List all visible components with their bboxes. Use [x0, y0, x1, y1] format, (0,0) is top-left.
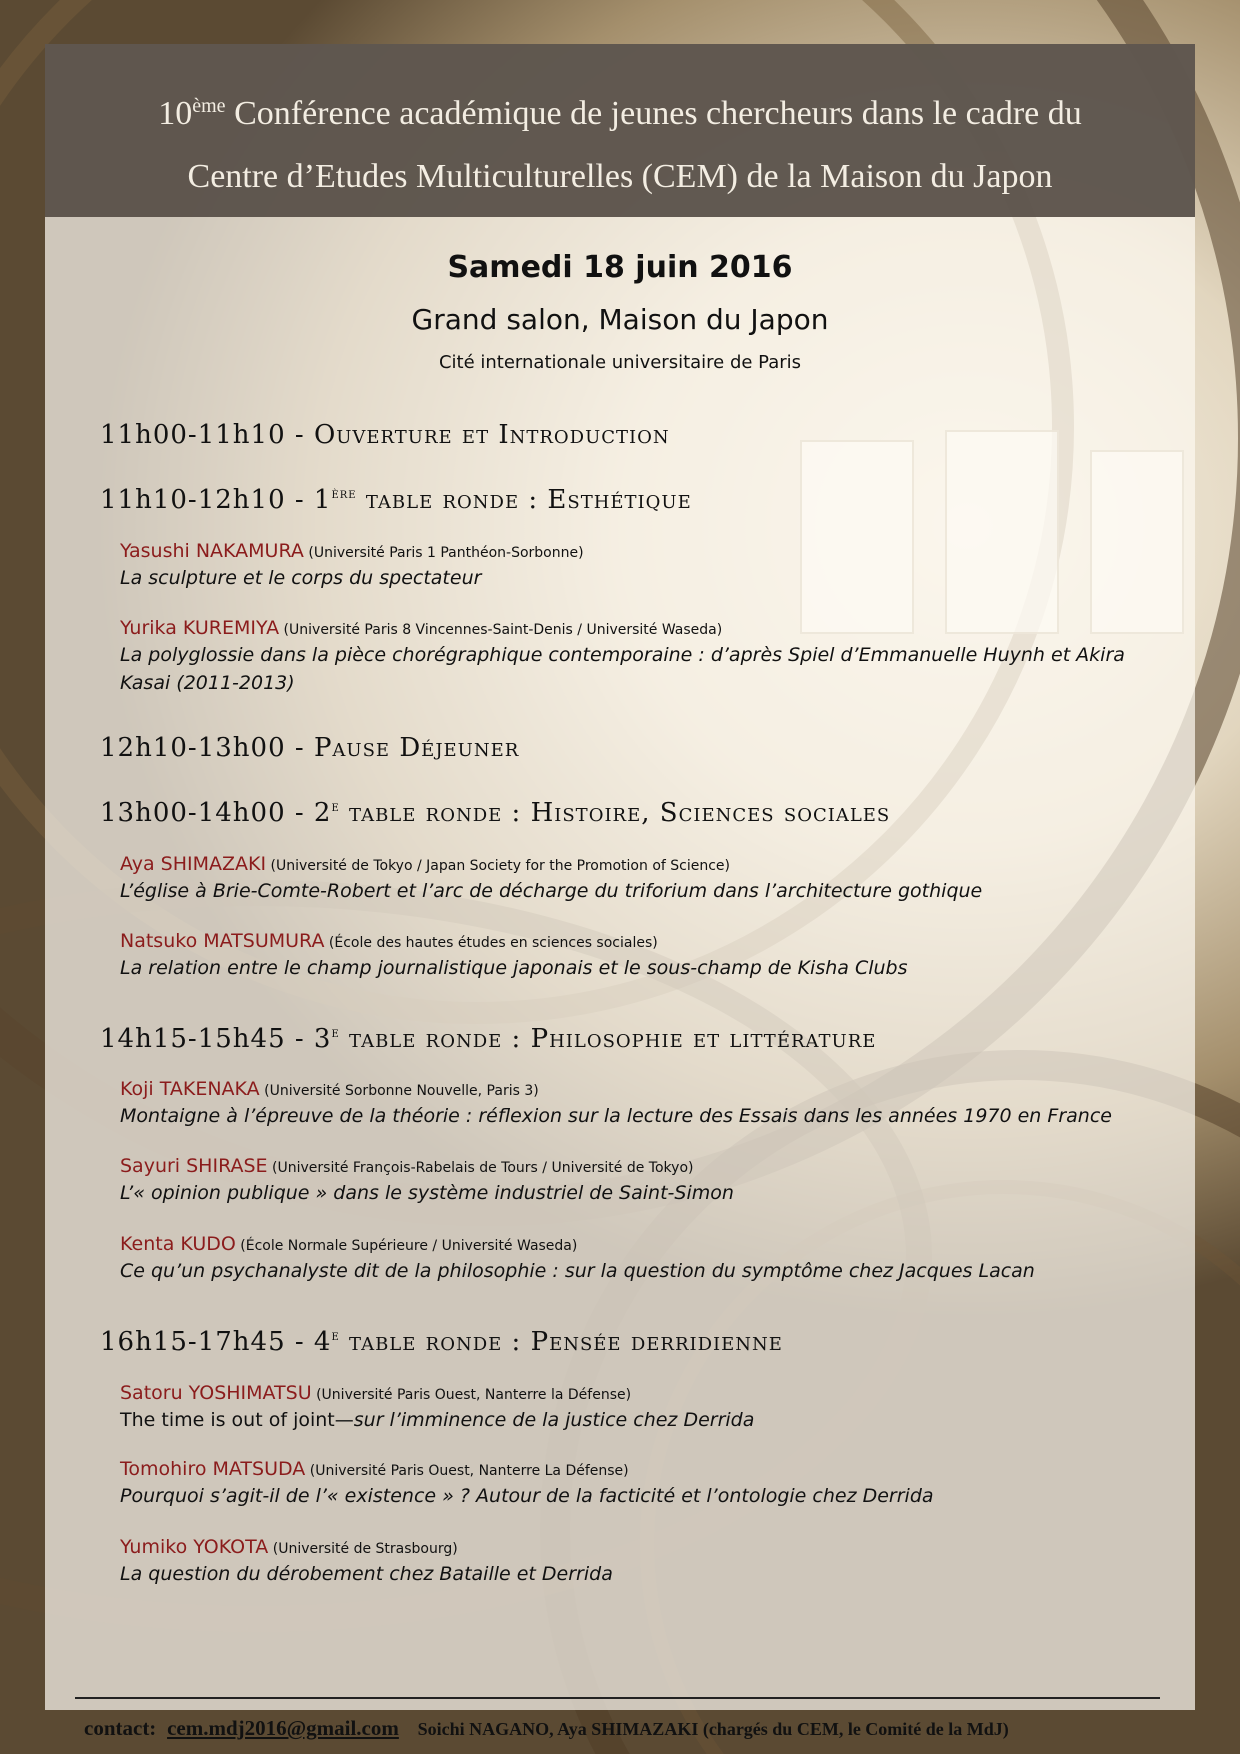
speaker-affiliation: (École des hautes études en sciences sociales): [324, 935, 658, 951]
speaker-affiliation: (Université Paris 8 Vincennes-Saint-Denis / Université Waseda): [279, 622, 723, 638]
event-date: Samedi 18 juin 2016: [447, 250, 793, 285]
speaker-affiliation: (Université Paris Ouest, Nanterre La Défense): [305, 1463, 629, 1479]
talk-title: Pourquoi s’agit-il de l’« existence » ? Autour de la facticité et l’ontologie chez Derrida: [120, 1485, 934, 1507]
conference-title-line1: 10ème Conférence académique de jeunes chercheurs dans le cadre du: [158, 95, 1082, 132]
speaker-affiliation: (Université de Tokyo / Japan Society for the Promotion of Science): [266, 858, 730, 874]
speaker-name: Aya SHIMAZAKI: [120, 853, 267, 875]
speaker-affiliation: (École Normale Supérieure / Université Waseda): [235, 1238, 578, 1254]
talk-title: La question du dérobement chez Bataille et Derrida: [120, 1563, 613, 1585]
presentation: [120, 1078, 1150, 1130]
session-table3: 14h15-15h45 - 3e table ronde : Philosophie et littérature: [100, 1024, 877, 1054]
speaker-name: Sayuri SHIRASE: [120, 1155, 268, 1177]
speaker-name: Tomohiro MATSUDA: [120, 1458, 306, 1480]
footer-contact: [84, 1716, 1009, 1741]
presentation: [120, 853, 1150, 905]
speaker-affiliation: (Université Sorbonne Nouvelle, Paris 3): [259, 1083, 539, 1099]
talk-title: La sculpture et le corps du spectateur: [120, 567, 482, 589]
presentation: [120, 1233, 1150, 1285]
talk-title: L’église à Brie-Comte-Robert et l’arc de décharge du triforium dans l’architecture gothique: [120, 880, 983, 902]
presentation: [120, 1536, 1150, 1588]
talk-title: The time is out of joint—sur l’imminence de la justice chez Derrida: [120, 1409, 755, 1431]
contact-email-link[interactable]: cem.mdj2016@gmail.com: [167, 1716, 399, 1740]
presentation: [120, 540, 1150, 592]
session-table4: 16h15-17h45 - 4e table ronde : Pensée derridienne: [100, 1327, 783, 1357]
event-city: Cité internationale universitaire de Paris: [438, 352, 802, 373]
event-venue: Grand salon, Maison du Japon: [411, 303, 829, 336]
speaker-name: Koji TAKENAKA: [120, 1078, 260, 1100]
speaker-name: Yurika KUREMIYA: [120, 617, 280, 639]
speaker-affiliation: (Université Paris Ouest, Nanterre la Défense): [311, 1387, 632, 1403]
talk-title: La relation entre le champ journalistique japonais et le sous-champ de Kisha Clubs: [120, 957, 908, 979]
session-lunch: 12h10-13h00 - Pause Déjeuner: [100, 733, 520, 763]
presentation: [120, 1382, 1150, 1434]
speaker-affiliation: (Université de Strasbourg): [268, 1541, 458, 1557]
talk-title: La polyglossie dans la pièce chorégraphique contemporaine : d’après Spiel d’Emmanuelle Huynh et Akira Kasai (2011-2013): [120, 644, 1125, 694]
session-table2: 13h00-14h00 - 2e table ronde : Histoire, Sciences sociales: [100, 798, 891, 828]
conference-title-line2: Centre d’Etudes Multiculturelles (CEM) de la Maison du Japon: [187, 158, 1053, 195]
presentation: [120, 1458, 1150, 1510]
session-opening: 11h00-11h10 - Ouverture et Introduction: [100, 420, 670, 450]
presentation: [120, 617, 1150, 697]
talk-title: L’« opinion publique » dans le système industriel de Saint-Simon: [120, 1182, 734, 1204]
presentation: [120, 1155, 1150, 1207]
talk-title: Montaigne à l’épreuve de la théorie : réflexion sur la lecture des Essais dans les années 1970 en France: [120, 1105, 1112, 1127]
presentation: [120, 930, 1150, 982]
contact-label: contact:: [84, 1716, 157, 1740]
speaker-affiliation: (Université Paris 1 Panthéon-Sorbonne): [303, 545, 584, 561]
talk-title: Ce qu’un psychanalyste dit de la philosophie : sur la question du symptôme chez Jacques Lacan: [120, 1260, 1035, 1282]
footer-divider: [75, 1697, 1160, 1699]
speaker-name: Yumiko YOKOTA: [120, 1536, 269, 1558]
speaker-name: Kenta KUDO: [120, 1233, 236, 1255]
session-table1: 11h10-12h10 - 1ère table ronde : Esthétique: [100, 485, 692, 515]
organizers-text: Soichi NAGANO, Aya SHIMAZAKI (chargés du CEM, le Comité de la MdJ): [417, 1719, 1009, 1739]
speaker-affiliation: (Université François-Rabelais de Tours / Université de Tokyo): [267, 1160, 694, 1176]
speaker-name: Yasushi NAKAMURA: [120, 540, 304, 562]
speaker-name: Satoru YOSHIMATSU: [120, 1382, 312, 1404]
speaker-name: Natsuko MATSUMURA: [120, 930, 325, 952]
